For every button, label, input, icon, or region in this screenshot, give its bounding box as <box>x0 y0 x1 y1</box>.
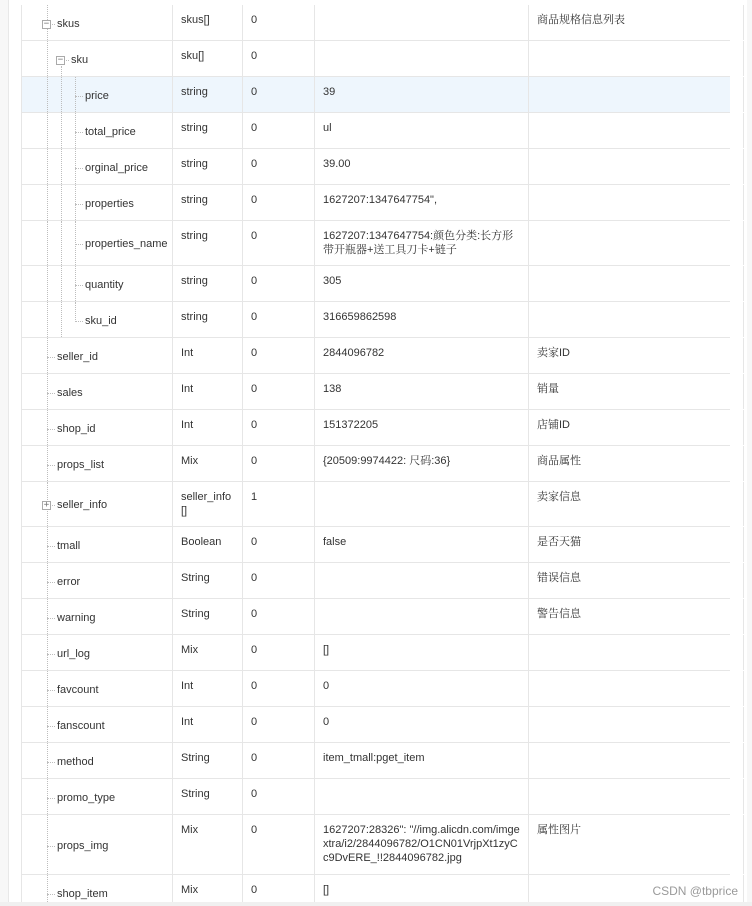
tree-guide-line <box>47 563 48 598</box>
tree-branch-line <box>47 762 55 763</box>
param-example-value <box>314 482 528 526</box>
param-type: String <box>172 743 242 778</box>
table-row <box>21 635 730 671</box>
bottom-scroll-strip <box>0 902 752 906</box>
param-name: quantity <box>85 279 124 291</box>
param-required: 0 <box>242 185 314 220</box>
tree-guide-line <box>47 815 48 874</box>
tree-branch-line <box>47 654 55 655</box>
param-example-value: [] <box>314 875 528 906</box>
tree-branch-line <box>47 582 55 583</box>
tree-guide-line <box>47 707 48 742</box>
param-required: 0 <box>242 374 314 409</box>
param-required: 1 <box>242 482 314 526</box>
param-type: string <box>172 221 242 265</box>
tree-guide-line <box>47 671 48 706</box>
table-row <box>21 527 730 563</box>
param-type: string <box>172 185 242 220</box>
param-description <box>528 41 744 76</box>
param-required: 0 <box>242 671 314 706</box>
tree-guide-line <box>47 635 48 670</box>
param-example-value: 151372205 <box>314 410 528 445</box>
param-name: seller_id <box>57 351 98 363</box>
param-name-cell <box>21 185 172 220</box>
param-example-value: ul <box>314 113 528 148</box>
param-type: Boolean <box>172 527 242 562</box>
tree-guide-line <box>75 221 76 265</box>
param-name: url_log <box>57 648 91 660</box>
param-name: props_list <box>57 459 105 471</box>
param-name-cell <box>21 302 172 337</box>
param-name-cell <box>21 815 172 874</box>
tree-guide-line <box>47 77 48 112</box>
param-description <box>528 185 744 220</box>
param-description: 是否天猫 <box>528 527 744 562</box>
tree-branch-line <box>47 357 55 358</box>
param-description <box>528 113 744 148</box>
param-required: 0 <box>242 113 314 148</box>
param-type: Int <box>172 338 242 373</box>
table-row <box>21 266 730 302</box>
param-description <box>528 635 744 670</box>
param-name-cell <box>21 5 172 40</box>
param-example-value <box>314 563 528 598</box>
table-row <box>21 599 730 635</box>
tree-guide-line <box>47 302 48 337</box>
param-example-value: false <box>314 527 528 562</box>
param-name-cell <box>21 374 172 409</box>
param-type: string <box>172 149 242 184</box>
param-name: shop_id <box>57 423 96 435</box>
tree-guide-line <box>47 113 48 148</box>
param-example-value: {20509:9974422: 尺码:36} <box>314 446 528 481</box>
param-description: 错误信息 <box>528 563 744 598</box>
csdn-watermark: CSDN @tbprice <box>652 884 738 898</box>
param-type: string <box>172 302 242 337</box>
param-example-value: 2844096782 <box>314 338 528 373</box>
param-name-cell <box>21 77 172 112</box>
param-required: 0 <box>242 338 314 373</box>
collapse-toggle-icon[interactable]: − <box>43 19 50 29</box>
param-description: 警告信息 <box>528 599 744 634</box>
param-name: tmall <box>57 540 81 552</box>
param-name: price <box>85 90 109 102</box>
tree-guide-line <box>75 149 76 184</box>
param-required: 0 <box>242 266 314 301</box>
param-type: string <box>172 77 242 112</box>
param-name-cell <box>21 410 172 445</box>
param-name-cell <box>21 266 172 301</box>
param-required: 0 <box>242 149 314 184</box>
param-description <box>528 671 744 706</box>
table-row <box>21 446 730 482</box>
param-required: 0 <box>242 815 314 874</box>
param-type: Int <box>172 374 242 409</box>
tree-guide-line <box>47 221 48 265</box>
param-required: 0 <box>242 5 314 40</box>
param-name-cell <box>21 446 172 481</box>
table-row <box>21 113 730 149</box>
param-required: 0 <box>242 599 314 634</box>
param-description <box>528 707 744 742</box>
param-required: 0 <box>242 302 314 337</box>
tree-guide-line <box>47 410 48 445</box>
param-required: 0 <box>242 41 314 76</box>
param-required: 0 <box>242 410 314 445</box>
param-required: 0 <box>242 221 314 265</box>
param-name-cell <box>21 482 172 526</box>
table-row <box>21 482 730 527</box>
param-type: sku[] <box>172 41 242 76</box>
tree-guide-line <box>75 302 76 320</box>
table-row <box>21 77 730 113</box>
param-name: sku_id <box>85 315 117 327</box>
tree-guide-line <box>75 185 76 220</box>
param-name: sku <box>71 54 89 66</box>
table-row <box>21 185 730 221</box>
param-description: 销量 <box>528 374 744 409</box>
tree-guide-line <box>47 779 48 814</box>
tree-branch-line <box>47 894 55 895</box>
param-name-cell <box>21 779 172 814</box>
param-type: String <box>172 779 242 814</box>
table-row <box>21 743 730 779</box>
param-name-cell <box>21 113 172 148</box>
param-name-cell <box>21 149 172 184</box>
table-row <box>21 779 730 815</box>
param-example-value <box>314 779 528 814</box>
param-name: orginal_price <box>85 162 148 174</box>
param-name: favcount <box>57 684 99 696</box>
param-required: 0 <box>242 77 314 112</box>
tree-branch-line <box>47 429 55 430</box>
tree-guide-line <box>75 77 76 112</box>
table-row <box>21 563 730 599</box>
param-example-value: item_tmall:pget_item <box>314 743 528 778</box>
tree-guide-line <box>61 185 62 220</box>
table-row <box>21 221 730 266</box>
table-row <box>21 410 730 446</box>
param-name-cell <box>21 707 172 742</box>
param-name: props_img <box>57 840 109 852</box>
table-row <box>21 338 730 374</box>
param-type: Mix <box>172 635 242 670</box>
tree-branch-line <box>75 96 83 97</box>
param-name-cell <box>21 221 172 265</box>
param-description: 店铺ID <box>528 410 744 445</box>
table-row <box>21 302 730 338</box>
param-example-value: 1627207:28326": "//img.alicdn.com/imgextra/i2/2844096782/O1CN01VrjpXt1zyCc9DvERE_!!2844096782.jpg <box>314 815 528 874</box>
tree-branch-line <box>47 798 55 799</box>
tree-branch-line <box>47 618 55 619</box>
param-type: String <box>172 563 242 598</box>
param-name: sales <box>57 387 83 399</box>
tree-branch-line <box>75 285 83 286</box>
expand-toggle-icon[interactable]: + <box>43 500 50 510</box>
param-type: string <box>172 113 242 148</box>
tree-branch-line <box>47 393 55 394</box>
param-required: 0 <box>242 779 314 814</box>
tree-guide-line <box>61 266 62 301</box>
tree-guide-line <box>75 113 76 148</box>
param-example-value <box>314 599 528 634</box>
param-type: string <box>172 266 242 301</box>
param-name: properties <box>85 198 134 210</box>
param-required: 0 <box>242 635 314 670</box>
tree-branch-line <box>47 546 55 547</box>
param-name-cell <box>21 41 172 76</box>
param-name: warning <box>57 612 96 624</box>
param-name-cell <box>21 635 172 670</box>
param-type: Mix <box>172 815 242 874</box>
param-name: promo_type <box>57 792 116 804</box>
param-example-value: [] <box>314 635 528 670</box>
tree-branch-line <box>47 846 55 847</box>
param-example-value: 39.00 <box>314 149 528 184</box>
param-required: 0 <box>242 563 314 598</box>
param-description <box>528 149 744 184</box>
tree-guide-line <box>75 266 76 301</box>
tree-guide-line <box>47 446 48 481</box>
param-name: seller_info <box>57 499 108 511</box>
param-name: properties_name <box>85 238 168 250</box>
table-row <box>21 374 730 410</box>
param-name-cell <box>21 743 172 778</box>
param-example-value: 0 <box>314 707 528 742</box>
tree-guide-line <box>47 743 48 778</box>
param-description: 商品属性 <box>528 446 744 481</box>
param-required: 0 <box>242 707 314 742</box>
tree-guide-line <box>61 113 62 148</box>
tree-branch-line <box>75 321 83 322</box>
param-name-cell <box>21 527 172 562</box>
param-required: 0 <box>242 875 314 906</box>
table-row <box>21 707 730 743</box>
param-name-cell <box>21 338 172 373</box>
param-example-value: 1627207:1347647754", <box>314 185 528 220</box>
collapse-toggle-icon[interactable]: − <box>57 55 64 65</box>
param-example-value: 39 <box>314 77 528 112</box>
param-description: 商品规格信息列表 <box>528 5 744 40</box>
tree-guide-line <box>47 599 48 634</box>
tree-branch-line <box>75 244 83 245</box>
tree-guide-line <box>47 185 48 220</box>
param-name-cell <box>21 599 172 634</box>
param-description <box>528 779 744 814</box>
tree-branch-line <box>75 132 83 133</box>
tree-guide-line <box>61 302 62 337</box>
tree-guide-line <box>47 41 48 76</box>
param-description <box>528 77 744 112</box>
param-name-cell <box>21 563 172 598</box>
table-row <box>21 671 730 707</box>
param-example-value <box>314 5 528 40</box>
param-type: seller_info[] <box>172 482 242 526</box>
param-name-cell <box>21 671 172 706</box>
param-example-value: 0 <box>314 671 528 706</box>
tree-guide-line <box>47 149 48 184</box>
param-type: Mix <box>172 446 242 481</box>
tree-guide-line <box>61 221 62 265</box>
tree-guide-line <box>61 77 62 112</box>
param-required: 0 <box>242 527 314 562</box>
param-name: method <box>57 756 94 768</box>
tree-branch-line <box>75 168 83 169</box>
param-required: 0 <box>242 446 314 481</box>
param-type: skus[] <box>172 5 242 40</box>
param-name: total_price <box>85 126 136 138</box>
param-example-value: 138 <box>314 374 528 409</box>
param-name: fanscount <box>57 720 105 732</box>
param-description: 卖家ID <box>528 338 744 373</box>
param-description <box>528 302 744 337</box>
param-description <box>528 266 744 301</box>
tree-branch-line <box>47 726 55 727</box>
tree-branch-line <box>75 204 83 205</box>
tree-guide-line <box>47 527 48 562</box>
param-example-value: 316659862598 <box>314 302 528 337</box>
param-description: 卖家信息 <box>528 482 744 526</box>
param-name: skus <box>57 18 80 30</box>
param-description <box>528 743 744 778</box>
param-name: shop_item <box>57 888 108 900</box>
tree-guide-line <box>61 149 62 184</box>
param-type: Mix <box>172 875 242 906</box>
tree-guide-line <box>47 266 48 301</box>
tree-guide-line <box>47 374 48 409</box>
param-description <box>528 221 744 265</box>
table-row <box>21 149 730 185</box>
param-type: Int <box>172 671 242 706</box>
param-example-value: 305 <box>314 266 528 301</box>
param-example-value: 1627207:1347647754:颜色分类:长方形带开瓶器+送工具刀卡+链子 <box>314 221 528 265</box>
param-description: 属性图片 <box>528 815 744 874</box>
param-required: 0 <box>242 743 314 778</box>
table-row <box>21 815 730 875</box>
tree-guide-line <box>47 338 48 373</box>
table-row <box>21 41 730 77</box>
param-type: Int <box>172 707 242 742</box>
param-type: String <box>172 599 242 634</box>
tree-branch-line <box>47 690 55 691</box>
table-row <box>21 5 730 41</box>
param-type: Int <box>172 410 242 445</box>
param-example-value <box>314 41 528 76</box>
param-name: error <box>57 576 81 588</box>
tree-branch-line <box>47 465 55 466</box>
tree-guide-line <box>61 66 62 76</box>
